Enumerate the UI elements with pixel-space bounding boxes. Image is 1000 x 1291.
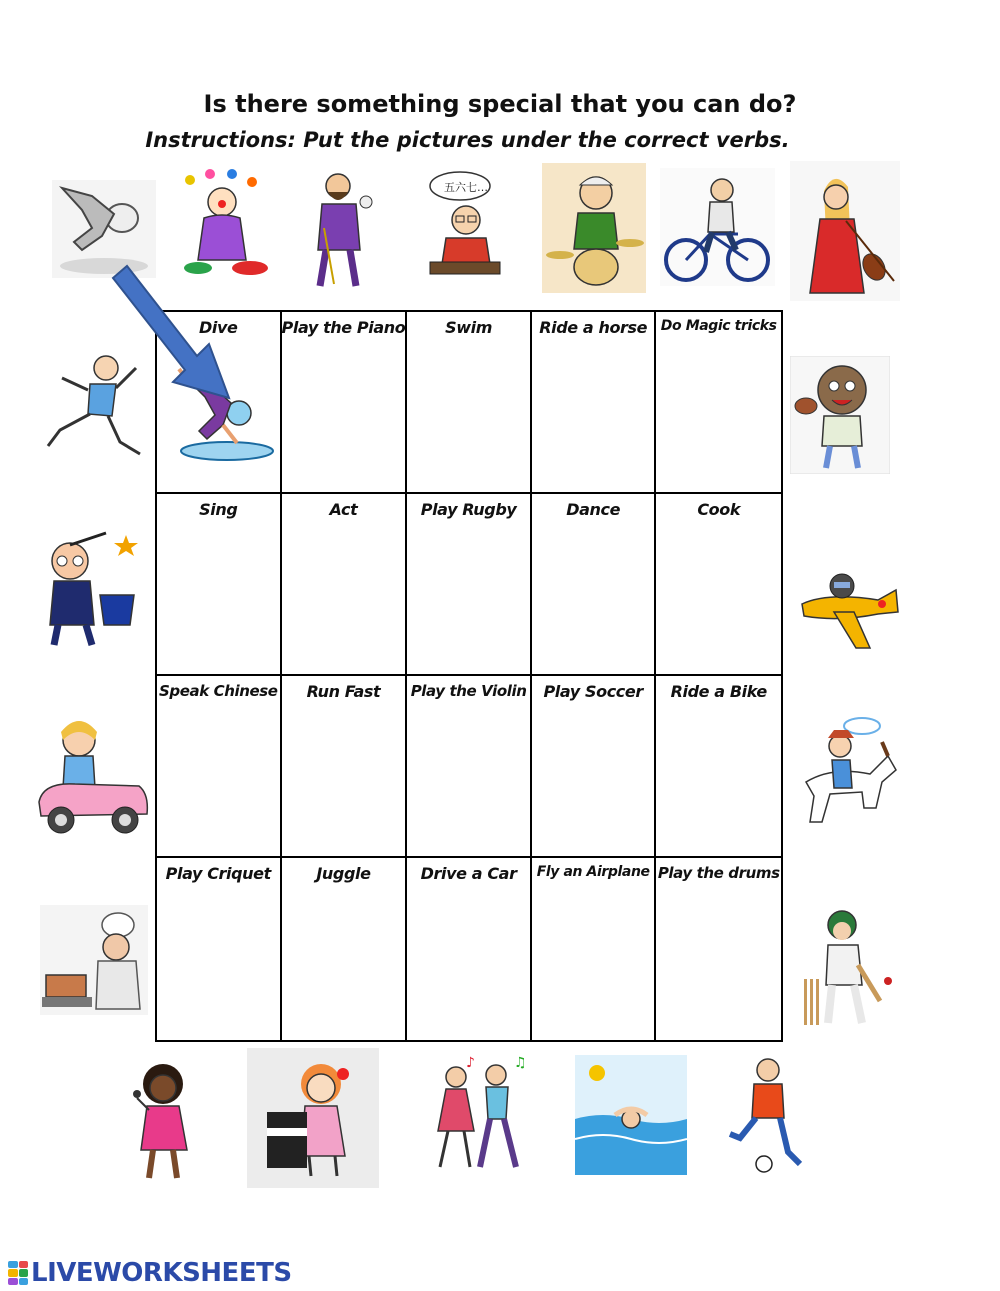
drop-cell[interactable] — [656, 858, 781, 1040]
cell-label: Play Criquet — [165, 864, 271, 883]
pianist-icon[interactable] — [247, 1048, 379, 1188]
cricket-player-icon[interactable] — [800, 905, 895, 1029]
cell-label: Dance — [566, 500, 621, 519]
cell-label: Cook — [697, 500, 741, 519]
chef-icon[interactable] — [40, 905, 148, 1015]
rugby-player-icon[interactable] — [790, 356, 890, 474]
drop-cell[interactable] — [157, 494, 282, 676]
drop-cell[interactable] — [407, 312, 532, 494]
cell-label: Drive a Car — [420, 864, 517, 883]
cell-label: Play Soccer — [543, 682, 643, 701]
drop-cell[interactable] — [282, 676, 408, 858]
svg-text:♪: ♪ — [466, 1055, 475, 1071]
cell-label: Juggle — [316, 864, 371, 883]
singer-icon[interactable] — [115, 1058, 210, 1183]
cell-label: Run Fast — [306, 682, 381, 701]
instructions: Instructions: Put the pictures under the correct verbs. — [145, 128, 790, 152]
drop-cell[interactable] — [407, 858, 532, 1040]
svg-text:五六七…: 五六七… — [444, 181, 488, 194]
cell-label: Act — [329, 500, 358, 519]
drop-cell[interactable] — [282, 494, 408, 676]
violinist-icon[interactable] — [790, 161, 900, 301]
car-driver-icon[interactable] — [35, 710, 150, 840]
cyclist-icon[interactable] — [660, 168, 775, 286]
drop-cell[interactable] — [656, 312, 781, 494]
drop-cell[interactable] — [532, 312, 657, 494]
arrow-icon — [105, 258, 245, 418]
actor-icon[interactable] — [300, 168, 380, 290]
drop-cell[interactable] — [532, 494, 657, 676]
drop-cell[interactable] — [532, 858, 657, 1040]
logo-text: LIVEWORKSHEETS — [31, 1258, 292, 1288]
cell-label: Do Magic tricks — [660, 318, 777, 334]
cell-label: Swim — [445, 318, 493, 337]
chinese-speaker-icon[interactable] — [420, 168, 510, 283]
swimmer-icon[interactable] — [575, 1055, 687, 1175]
drop-cell[interactable] — [282, 312, 408, 494]
soccer-player-icon[interactable] — [722, 1052, 810, 1177]
pilot-airplane-icon[interactable] — [798, 560, 903, 655]
drop-cell[interactable] — [656, 676, 781, 858]
drop-cell[interactable] — [282, 858, 408, 1040]
drop-cell[interactable] — [157, 858, 282, 1040]
verbs-table — [155, 310, 783, 1042]
cell-label: Play Rugby — [420, 500, 517, 519]
magician-icon[interactable] — [30, 525, 148, 650]
drummer-icon[interactable] — [542, 163, 646, 293]
cell-label: Ride a horse — [539, 318, 648, 337]
page-title: Is there something special that you can do? — [203, 90, 797, 118]
cell-label: Fly an Airplane — [536, 864, 650, 880]
cell-label: Ride a Bike — [670, 682, 767, 701]
horse-rider-icon[interactable] — [792, 712, 904, 838]
dancers-icon[interactable] — [418, 1055, 536, 1175]
drop-cell[interactable] — [656, 494, 781, 676]
drop-cell[interactable] — [407, 494, 532, 676]
drop-cell[interactable] — [407, 676, 532, 858]
cell-label: Sing — [199, 500, 238, 519]
cell-label: Speak Chinese — [158, 682, 278, 700]
liveworksheets-logo[interactable] — [8, 1258, 292, 1288]
cell-label: Play the Violin — [410, 682, 527, 700]
cell-label: Play the drums — [657, 864, 780, 882]
cell-label: Play the Piano — [281, 318, 406, 337]
logo-mark-icon — [8, 1261, 28, 1285]
svg-text:♫: ♫ — [514, 1055, 527, 1071]
drop-cell[interactable] — [157, 676, 282, 858]
drop-cell[interactable] — [532, 676, 657, 858]
cell-label: Dive — [199, 318, 238, 337]
